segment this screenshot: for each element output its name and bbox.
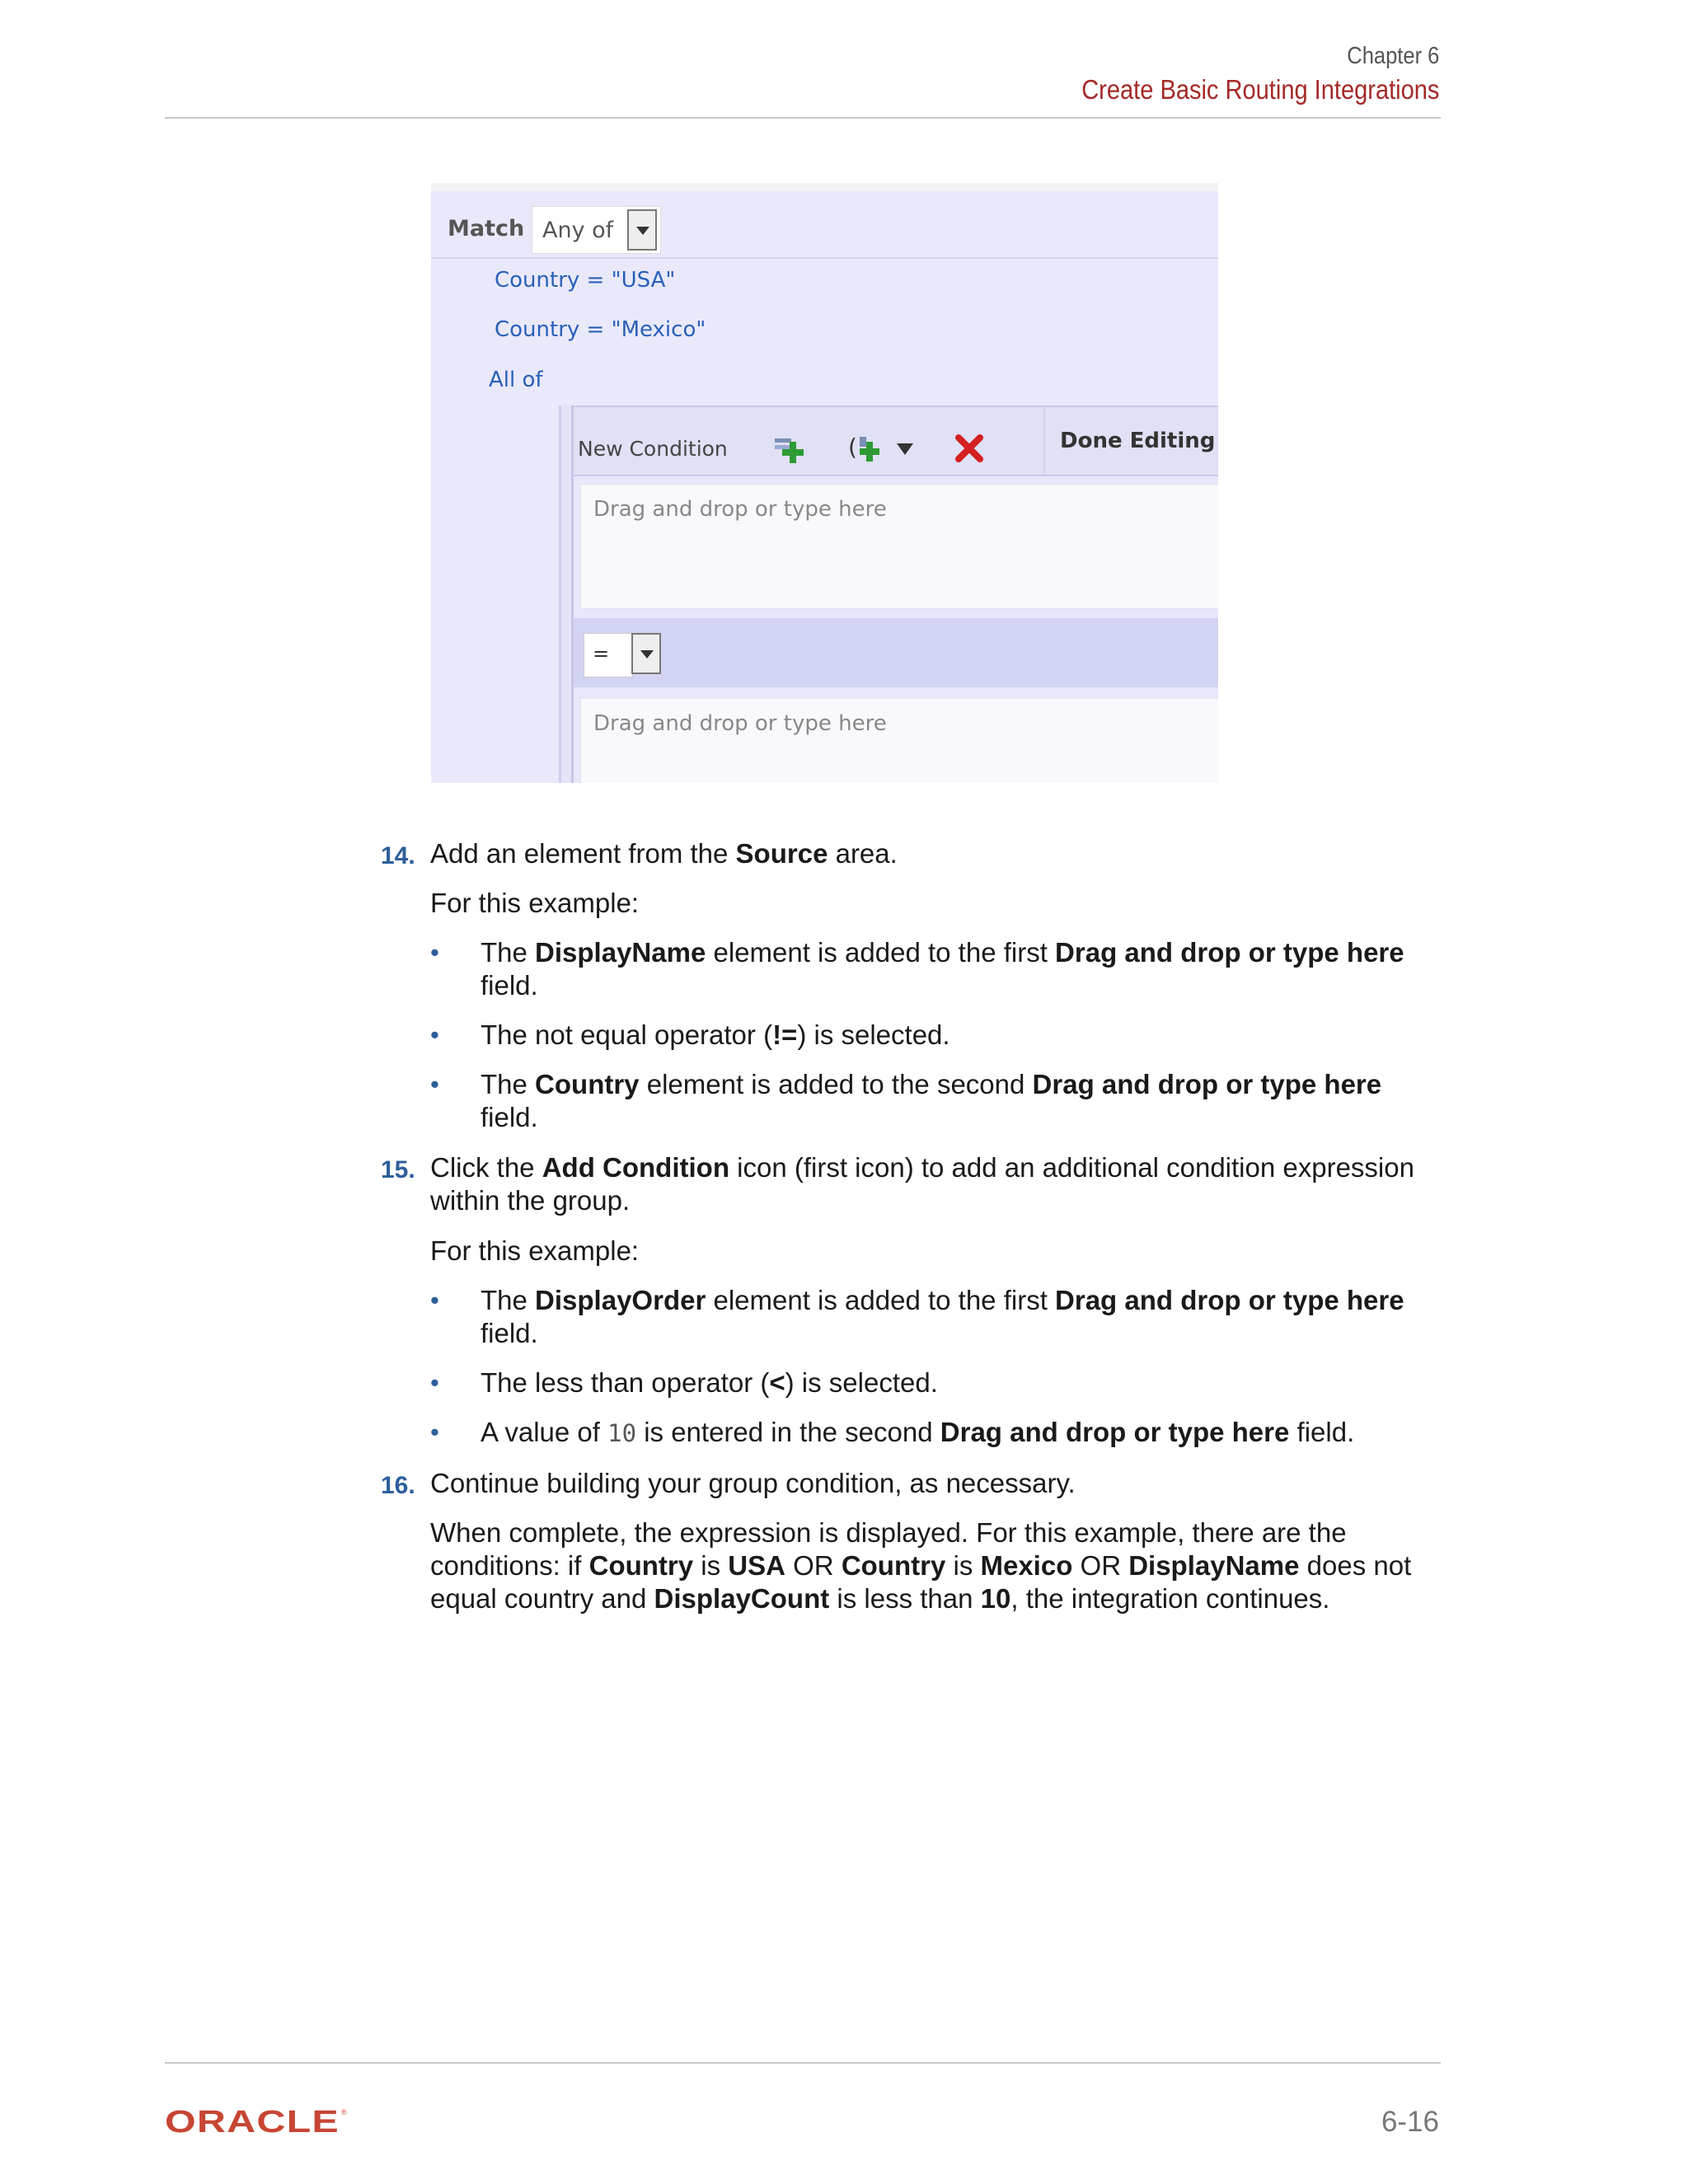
step-bullet: The not equal operator (!=) is selected. [481, 1019, 950, 1050]
bullet-icon: • [430, 1020, 439, 1049]
step-bullet: The DisplayOrder element is added to the first Drag and drop or type here field. [481, 1285, 1404, 1348]
screenshot-top-strip [431, 183, 1218, 191]
step-bullet: A value of 10 is entered in the second Drag and drop or type here field. [481, 1417, 1355, 1447]
oracle-logo [165, 2107, 350, 2135]
match-label: Match [448, 216, 525, 241]
add-group-icon[interactable] [848, 432, 884, 465]
condition-toolbar [574, 405, 1218, 476]
condition-item[interactable]: Country = "USA" [495, 268, 676, 293]
new-condition-label: New Condition [578, 437, 728, 461]
bullet-icon: • [430, 1286, 439, 1315]
step-number: 14. [381, 842, 415, 869]
first-operand-placeholder: Drag and drop or type here [593, 497, 887, 522]
first-operand-field[interactable] [580, 484, 1218, 609]
operator-value: = [593, 642, 610, 665]
operator-select[interactable] [584, 633, 633, 677]
chapter-label: Chapter 6 [1346, 43, 1439, 69]
step-paragraph: When complete, the expression is displayed. For this example, there are the conditions: if Country is USA OR Country is Mexico OR DisplayName does not equal country and DisplayCount is less than 10, the integration continues. [430, 1517, 1412, 1614]
match-select-value: Any of [542, 218, 614, 243]
svg-text:®: ® [341, 2108, 347, 2116]
bullet-icon: • [430, 1070, 439, 1099]
chapter-title: Create Basic Routing Integrations [1081, 74, 1439, 105]
step-bullet: The less than operator (<) is selected. [481, 1367, 938, 1398]
operator-dropdown-arrow-icon[interactable] [631, 633, 661, 674]
step-bullet: The Country element is added to the second Drag and drop or type here field. [481, 1069, 1382, 1132]
step-number: 16. [381, 1472, 415, 1499]
svg-text:(: ( [848, 434, 857, 461]
step-intro: For this example: [430, 888, 640, 918]
step-bullet: The DisplayName element is added to the first Drag and drop or type here field. [481, 937, 1404, 1001]
svg-text:ORACLE: ORACLE [165, 2107, 340, 2135]
match-dropdown-arrow-icon[interactable] [627, 209, 657, 251]
step-text: Click the Add Condition icon (first icon) to add an additional condition expression within the group. [430, 1152, 1414, 1216]
bullet-icon: • [430, 1418, 439, 1446]
footer-rule [165, 2062, 1441, 2064]
group-panel [559, 405, 1218, 783]
page-number: 6-16 [1381, 2106, 1439, 2138]
second-operand-placeholder: Drag and drop or type here [593, 711, 887, 736]
condition-editor [571, 405, 1218, 783]
add-condition-icon[interactable] [773, 432, 806, 465]
delete-icon[interactable] [954, 434, 984, 463]
step-number: 15. [381, 1156, 415, 1183]
step-text: Continue building your group condition, as necessary. [430, 1468, 1076, 1498]
condition-builder-screenshot [431, 183, 1218, 783]
header-rule [165, 117, 1441, 119]
operator-bar [574, 618, 1218, 687]
chevron-down-icon[interactable] [895, 442, 915, 457]
condition-item[interactable]: Country = "Mexico" [495, 317, 706, 342]
done-editing-button[interactable]: Done Editing [1060, 429, 1216, 453]
toolbar-divider [1043, 407, 1045, 475]
bullet-icon: • [430, 938, 439, 967]
group-all-of-link[interactable]: All of [489, 368, 543, 392]
bullet-icon: • [430, 1368, 439, 1397]
step-intro: For this example: [430, 1235, 640, 1266]
match-bar [431, 191, 1218, 259]
second-operand-field[interactable] [580, 698, 1218, 783]
step-text: Add an element from the Source area. [430, 838, 898, 869]
